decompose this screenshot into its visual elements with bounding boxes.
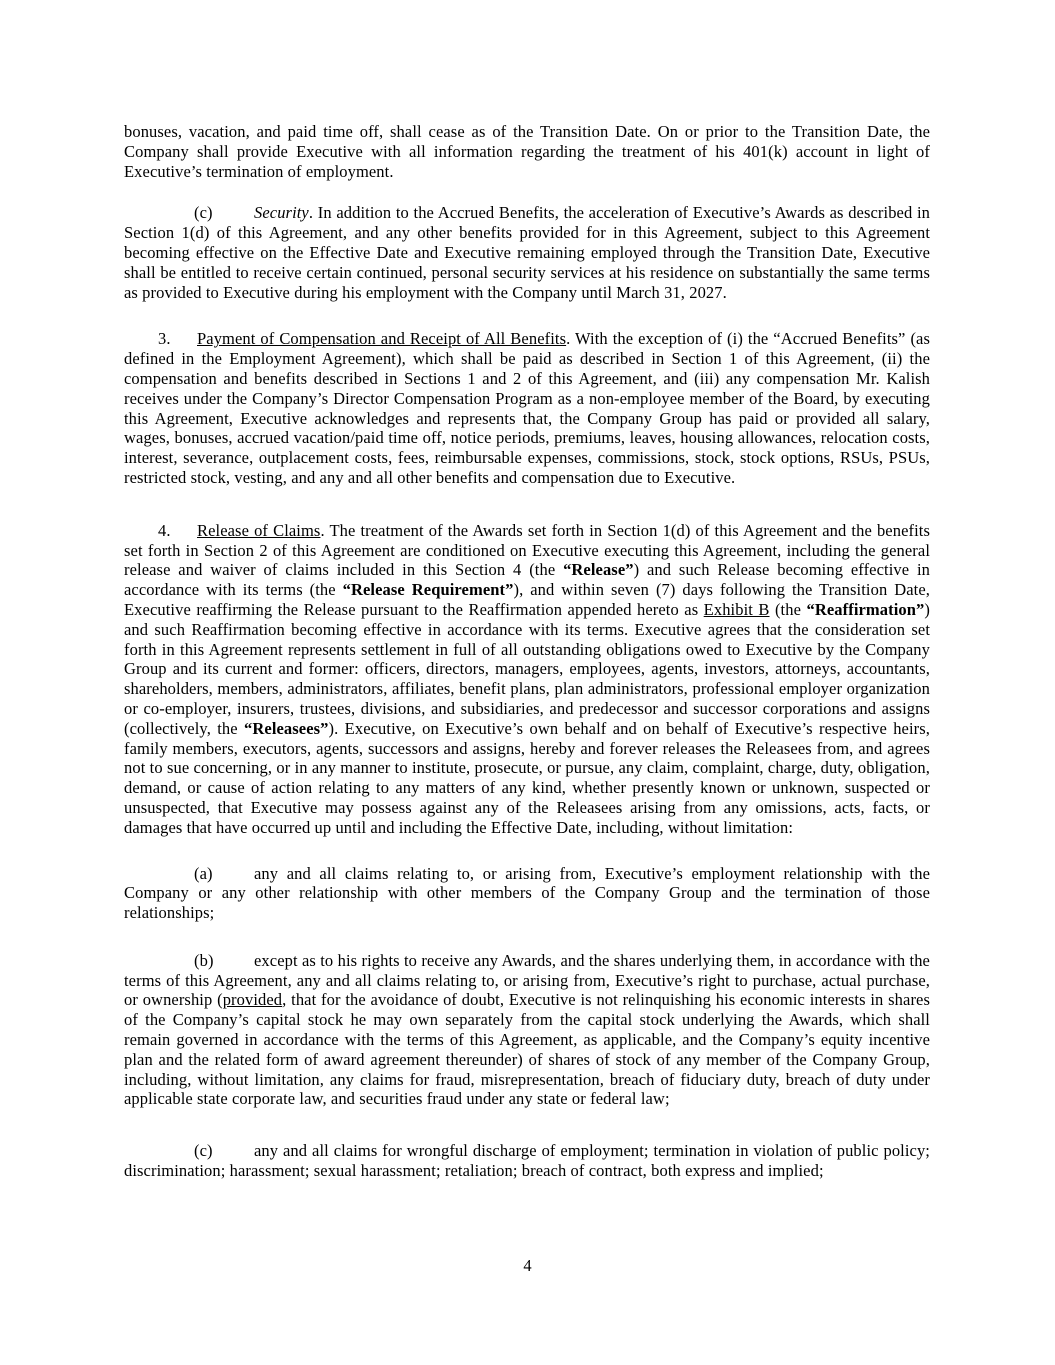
paragraph-benefits-continuation bbox=[124, 122, 930, 181]
paragraph-section-4-release-of-claims bbox=[124, 521, 930, 838]
text-run: ) and such Reaffirmation becoming effective in accordance with its terms. Executive agrees that the consideration set forth in this Agreement represents settlement in full of all outstanding obligations owed to Executive by the Company Group and its current and former: officers, directors, managers, employees, agents, investors, attorneys, accountants, shareholders, members, administrators, affiliates, benefit plans, plan administrators, professional employer organization or co-employer, insurers, trustees, divisions, and subsidiaries, and predecessor and successor corporations and assigns (collectively, the bbox=[124, 599, 930, 738]
paragraph-label: 4. bbox=[158, 520, 171, 540]
paragraph-security-subsection bbox=[124, 203, 930, 302]
document-body bbox=[124, 122, 930, 1181]
text-run: “Release” bbox=[563, 560, 634, 580]
text-run: . The treatment of the Awards set forth in Section 1(d) of this Agreement and the benefits set forth in Section 2 of this Agreement are conditioned on Executive executing this Agreement, including the general release and waiver of claims included in this Section 4 (the bbox=[124, 520, 930, 580]
text-run: (the bbox=[769, 599, 807, 619]
paragraph-label: (c) bbox=[194, 203, 213, 223]
text-run: “Releasees” bbox=[244, 718, 329, 738]
text-run: ) and such Release becoming effective in accordance with its terms (the bbox=[124, 560, 931, 600]
paragraph-label: (a) bbox=[194, 863, 213, 883]
text-run: any and all claims for wrongful discharge of employment; termination in violation of public policy; discrimination; harassment; sexual harassment; retaliation; breach of contract, both express and implied; bbox=[124, 1141, 930, 1181]
paragraph-label: (b) bbox=[194, 950, 214, 970]
text-run: ), and within seven (7) days following the Transition Date, Executive reaffirming the Release pursuant to the Reaffirmation appended hereto as bbox=[124, 580, 930, 619]
paragraph-claims-c bbox=[124, 1141, 930, 1181]
text-run: bonuses, vacation, and paid time off, shall cease as of the Transition Date. On or prior to the Transition Date, the Company shall provide Executive with all information regarding the treatment of his 401(k) account in light of Executive’s termination of employment. bbox=[124, 122, 930, 181]
paragraph-section-3-payment-of-compensation bbox=[124, 329, 930, 487]
text-run: “Release Requirement” bbox=[342, 580, 514, 600]
text-run: ). Executive, on Executive’s own behalf and on behalf of Executive’s respective heirs, family members, executors, agents, successors and assigns, hereby and forever releases the Releasees from, and agrees not to sue concerning, or in any manner to institute, prosecute, or pursue, any claim, complaint, charge, duty, obligation, demand, or cause of action relating to any matters of any kind, whether presently known or unknown, suspected or unsuspected, that Executive may possess against any of the Releasees arising from any omissions, acts, facts, or damages that have occurred up until and including the Effective Date, including, without limitation: bbox=[124, 718, 930, 837]
text-run: . In addition to the Accrued Benefits, the acceleration of Executive’s Awards as described in Section 1(d) of this Agreement, and any other benefits provided for in this Agreement, subject to this Agreement becoming effective on the Effective Date and Executive remaining employed through the Transition Date, Executive shall be entitled to receive certain continued, personal security services at his residence on substantially the same terms as provided to Executive during his employment with the Company until March 31, 2027. bbox=[124, 203, 930, 302]
text-run: except as to his rights to receive any Awards, and the shares underlying them, in accordance with the terms of this Agreement, any and all claims relating to, or arising from, Executive’s right to purchase, actual purchase, or ownership ( bbox=[124, 950, 930, 1010]
paragraph-claims-b bbox=[124, 951, 930, 1109]
text-run: any and all claims relating to, or arising from, Executive’s employment relationship with the Company or any other relationship with other members of the Company Group and the termination of those relationships; bbox=[124, 863, 930, 923]
text-run: . With the exception of (i) the “Accrued Benefits” (as defined in the Employment Agreement), which shall be paid as described in Section 1 of this Agreement, (ii) the compensation and benefits described in Sections 1 and 2 of this Agreement, and (iii) any compensation Mr. Kalish receives under the Company’s Director Compensation Program as a non-employee member of the Board, by executing this Agreement, Executive acknowledges and represents that, the Company Group has paid or provided all salary, wages, bonuses, accrued vacation/paid time off, notice periods, premiums, leaves, housing allowances, relocation costs, interest, severance, outplacement costs, fees, reimbursable expenses, commissions, stock, stock options, RSUs, PSUs, restricted stock, vesting, and any and all other benefits and compensation due to Executive. bbox=[124, 329, 930, 487]
paragraph-label: (c) bbox=[194, 1141, 213, 1161]
text-run: Release of Claims bbox=[197, 520, 321, 540]
page-number: 4 bbox=[523, 1256, 532, 1275]
text-run: “Reaffirmation” bbox=[806, 599, 925, 619]
text-run: Exhibit B bbox=[703, 599, 770, 619]
text-run: , that for the avoidance of doubt, Executive is not relinquishing his economic interests in shares of the Company’s capital stock he may own separately from the capital stock underlying the Awards, which shall remain governed in accordance with the terms of this Agreement, as applicable, and the Company’s equity incentive plan and the related form of award agreement thereunder) of shares of stock of any member of the Company Group, including, without limitation, any claims for fraud, misrepresentation, breach of fiduciary duty, breach of duty under applicable state corporate law, and securities fraud under any state or federal law; bbox=[124, 990, 930, 1109]
text-run: Security bbox=[254, 203, 309, 223]
text-run: Payment of Compensation and Receipt of All Benefits bbox=[197, 329, 567, 349]
paragraph-label: 3. bbox=[158, 329, 171, 349]
paragraph-claims-a bbox=[124, 864, 930, 923]
text-run: provided bbox=[222, 990, 283, 1010]
